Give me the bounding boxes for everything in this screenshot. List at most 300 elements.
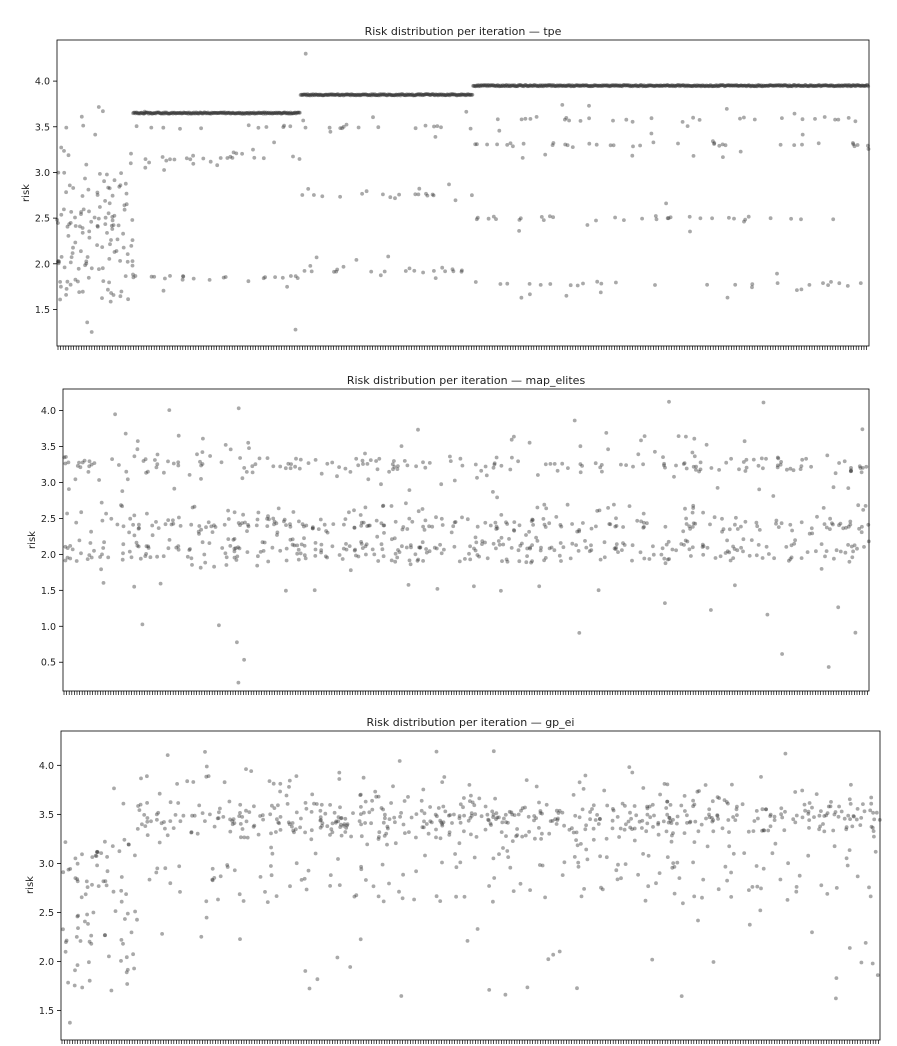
y-tick-label: 2.5 <box>34 213 50 225</box>
data-point <box>475 217 479 221</box>
data-point <box>441 805 445 809</box>
data-point <box>106 556 110 560</box>
scatter-points <box>62 400 870 685</box>
data-point <box>458 861 462 865</box>
data-point <box>110 457 114 461</box>
data-point <box>385 843 389 847</box>
data-point <box>109 291 113 295</box>
data-point <box>96 850 100 854</box>
data-point <box>810 526 814 530</box>
data-point <box>635 519 639 523</box>
data-point <box>130 555 134 559</box>
data-point <box>201 540 205 544</box>
data-point <box>297 520 301 524</box>
data-point <box>329 873 333 877</box>
data-point <box>795 814 799 818</box>
data-point <box>542 218 546 222</box>
data-point <box>621 802 625 806</box>
data-point <box>449 459 453 463</box>
data-point <box>773 818 777 822</box>
data-point <box>266 514 270 518</box>
data-point <box>304 557 308 561</box>
data-point <box>131 264 135 268</box>
data-point <box>767 552 771 556</box>
data-point <box>138 808 142 812</box>
data-point <box>869 802 873 806</box>
data-point <box>421 507 425 511</box>
data-point <box>191 162 195 166</box>
data-point <box>777 525 781 529</box>
data-point <box>242 658 246 662</box>
data-point <box>227 517 231 521</box>
data-point <box>573 419 577 423</box>
data-point <box>342 523 346 527</box>
data-point <box>869 895 873 899</box>
data-point <box>575 831 579 835</box>
data-point <box>663 466 667 470</box>
data-point <box>336 857 340 861</box>
data-point <box>565 294 569 298</box>
data-point <box>133 454 137 458</box>
data-point <box>271 546 275 550</box>
data-point <box>90 266 94 270</box>
data-point <box>80 852 84 856</box>
data-point <box>860 525 864 529</box>
data-point <box>492 749 496 753</box>
data-point <box>548 282 552 286</box>
data-point <box>362 776 366 780</box>
data-point <box>102 581 106 585</box>
data-point <box>319 809 323 813</box>
data-point <box>435 894 439 898</box>
data-point <box>848 560 852 564</box>
data-point <box>285 559 289 563</box>
data-point <box>80 115 84 119</box>
data-point <box>630 154 634 158</box>
data-point <box>199 528 203 532</box>
data-point <box>861 508 865 512</box>
data-point <box>177 864 181 868</box>
data-point <box>594 461 598 465</box>
data-point <box>73 984 77 988</box>
y-tick-label: 0.5 <box>40 657 56 669</box>
data-point <box>168 819 172 823</box>
data-point <box>279 815 283 819</box>
data-point <box>103 222 107 226</box>
data-point <box>484 828 488 832</box>
data-point <box>359 867 363 871</box>
data-point <box>605 837 609 841</box>
data-point <box>367 524 371 528</box>
data-point <box>717 887 721 891</box>
data-point <box>641 526 645 530</box>
data-point <box>255 524 259 528</box>
data-point <box>188 547 192 551</box>
data-point <box>554 515 558 519</box>
data-point <box>212 565 216 569</box>
data-point <box>650 958 654 962</box>
data-point <box>369 270 373 274</box>
data-point <box>462 796 466 800</box>
data-point <box>491 815 495 819</box>
data-point <box>155 818 159 822</box>
data-point <box>560 462 564 466</box>
data-point <box>302 536 306 540</box>
data-point <box>121 542 125 546</box>
data-point <box>837 281 841 285</box>
data-point <box>686 540 690 544</box>
data-point <box>440 551 444 555</box>
data-point <box>433 546 437 550</box>
data-point <box>232 151 236 155</box>
data-point <box>550 546 554 550</box>
data-point <box>238 523 242 527</box>
data-point <box>710 820 714 824</box>
data-point <box>748 554 752 558</box>
data-point <box>624 862 628 866</box>
data-point <box>214 525 218 529</box>
data-point <box>372 884 376 888</box>
data-point <box>650 132 654 136</box>
data-point <box>555 822 559 826</box>
data-point <box>375 535 379 539</box>
data-point <box>240 152 244 156</box>
data-point <box>455 865 459 869</box>
data-point <box>96 225 100 229</box>
data-point <box>479 469 483 473</box>
data-point <box>122 246 126 250</box>
data-point <box>69 261 73 265</box>
data-point <box>158 841 162 845</box>
data-point <box>846 486 850 490</box>
data-point <box>323 812 327 816</box>
data-point <box>99 851 103 855</box>
data-point <box>508 810 512 814</box>
data-point <box>409 543 413 547</box>
data-point <box>497 852 501 856</box>
data-point <box>126 912 130 916</box>
data-point <box>356 463 360 467</box>
data-point <box>769 824 773 828</box>
data-point <box>312 193 316 197</box>
data-point <box>237 406 241 410</box>
data-point <box>66 981 70 985</box>
data-point <box>779 806 783 810</box>
data-point <box>517 559 521 563</box>
data-point <box>284 466 288 470</box>
data-point <box>559 541 563 545</box>
data-point <box>136 439 140 443</box>
data-point <box>452 269 456 273</box>
data-point <box>124 274 128 278</box>
data-point <box>299 458 303 462</box>
data-point <box>88 459 92 463</box>
data-point <box>688 215 692 219</box>
data-point <box>87 960 91 964</box>
data-point <box>219 156 223 160</box>
data-point <box>64 940 68 944</box>
data-point <box>137 523 141 527</box>
data-point <box>527 530 531 534</box>
data-point <box>204 525 208 529</box>
data-point <box>521 156 525 160</box>
data-point <box>549 819 553 823</box>
data-point <box>657 833 661 837</box>
data-point <box>64 545 68 549</box>
data-point <box>182 814 186 818</box>
data-point <box>517 548 521 552</box>
data-point <box>504 834 508 838</box>
data-point <box>178 890 182 894</box>
data-point <box>84 163 88 167</box>
data-point <box>776 466 780 470</box>
data-point <box>301 119 305 123</box>
data-point <box>417 193 421 197</box>
data-point <box>825 892 829 896</box>
data-point <box>539 837 543 841</box>
data-point <box>681 901 685 905</box>
data-point <box>578 815 582 819</box>
data-point <box>843 459 847 463</box>
data-point <box>724 461 728 465</box>
data-point <box>466 939 470 943</box>
data-point <box>151 533 155 537</box>
data-point <box>401 896 405 900</box>
data-point <box>760 457 764 461</box>
data-point <box>475 835 479 839</box>
data-point <box>319 518 323 522</box>
data-point <box>475 476 479 480</box>
data-point <box>664 525 668 529</box>
data-point <box>543 153 547 157</box>
data-point <box>383 813 387 817</box>
data-point <box>806 550 810 554</box>
data-point <box>599 886 603 890</box>
data-point <box>717 468 721 472</box>
data-point <box>421 525 425 529</box>
data-point <box>149 126 153 130</box>
data-point <box>154 871 158 875</box>
data-point <box>612 503 616 507</box>
data-point <box>834 997 838 1001</box>
data-point <box>725 539 729 543</box>
data-point <box>623 828 627 832</box>
data-point <box>458 841 462 845</box>
data-point <box>586 858 590 862</box>
data-point <box>815 792 819 796</box>
data-point <box>361 462 365 466</box>
data-point <box>61 870 65 874</box>
data-point <box>544 507 548 511</box>
data-point <box>367 810 371 814</box>
data-point <box>245 470 249 474</box>
data-point <box>474 280 478 284</box>
data-point <box>255 564 259 568</box>
data-point <box>62 149 66 153</box>
data-point <box>208 278 212 282</box>
data-point <box>366 477 370 481</box>
data-point <box>86 885 90 889</box>
data-point <box>636 873 640 877</box>
data-point <box>65 512 69 516</box>
data-point <box>595 280 599 284</box>
data-point <box>520 542 524 546</box>
data-point <box>582 887 586 891</box>
data-point <box>528 282 532 286</box>
data-point <box>733 283 737 287</box>
data-point <box>691 511 695 515</box>
data-point <box>299 817 303 821</box>
data-point <box>335 474 339 478</box>
data-point <box>315 802 319 806</box>
data-point <box>509 141 513 145</box>
data-point <box>121 551 125 555</box>
data-point <box>71 186 75 190</box>
data-point <box>107 257 111 261</box>
data-point <box>416 428 420 432</box>
data-point <box>671 861 675 865</box>
data-point <box>177 434 181 438</box>
data-point <box>590 527 594 531</box>
data-point <box>421 788 425 792</box>
data-point <box>412 898 416 902</box>
data-point <box>837 815 841 819</box>
data-point <box>320 824 324 828</box>
data-point <box>541 864 545 868</box>
data-point <box>75 559 79 563</box>
data-point <box>790 556 794 560</box>
data-point <box>144 157 148 161</box>
data-point <box>830 521 834 525</box>
data-point <box>499 589 503 593</box>
data-point <box>163 277 167 281</box>
data-point <box>86 255 90 259</box>
data-point <box>739 525 743 529</box>
data-point <box>782 828 786 832</box>
data-point <box>600 463 604 467</box>
data-point <box>712 960 716 964</box>
data-point <box>93 216 97 220</box>
data-point <box>320 194 324 198</box>
data-point <box>466 517 470 521</box>
data-point <box>453 852 457 856</box>
y-tick-label: 3.5 <box>34 122 50 134</box>
data-point <box>814 549 818 553</box>
data-point <box>580 464 584 468</box>
data-point <box>314 458 318 462</box>
data-point <box>123 917 127 921</box>
data-point <box>120 489 124 493</box>
data-point <box>156 453 160 457</box>
data-point <box>665 543 669 547</box>
data-point <box>494 217 498 221</box>
data-point <box>207 774 211 778</box>
data-point <box>103 199 107 203</box>
data-point <box>331 830 335 834</box>
data-point <box>381 504 385 508</box>
data-point <box>421 559 425 563</box>
data-point <box>197 804 201 808</box>
data-point <box>440 780 444 784</box>
data-point <box>199 126 203 130</box>
data-point <box>615 542 619 546</box>
data-point <box>469 794 473 798</box>
data-point <box>789 217 793 221</box>
data-point <box>876 973 880 977</box>
data-point <box>569 283 573 287</box>
data-point <box>760 829 764 833</box>
data-point <box>333 811 337 815</box>
data-point <box>106 869 110 873</box>
data-point <box>804 457 808 461</box>
data-point <box>89 934 93 938</box>
data-point <box>595 813 599 817</box>
data-point <box>224 443 228 447</box>
data-point <box>391 467 395 471</box>
data-point <box>311 525 315 529</box>
data-point <box>76 926 80 930</box>
data-point <box>77 290 81 294</box>
data-point <box>133 910 137 914</box>
data-point <box>439 821 443 825</box>
data-point <box>87 464 91 468</box>
data-point <box>373 790 377 794</box>
data-point <box>278 465 282 469</box>
y-tick-label: 2.5 <box>40 513 56 525</box>
data-point <box>795 885 799 889</box>
data-point <box>202 553 206 557</box>
data-point <box>412 269 416 273</box>
data-point <box>700 896 704 900</box>
data-point <box>584 848 588 852</box>
data-point <box>107 955 111 959</box>
data-point <box>646 807 650 811</box>
data-point <box>544 556 548 560</box>
data-point <box>101 546 105 550</box>
data-point <box>425 822 429 826</box>
data-point <box>493 797 497 801</box>
data-point <box>201 157 205 161</box>
data-point <box>81 290 85 294</box>
data-point <box>562 545 566 549</box>
data-point <box>408 488 412 492</box>
data-point <box>704 817 708 821</box>
data-point <box>779 812 783 816</box>
data-point <box>459 821 463 825</box>
data-point <box>669 803 673 807</box>
data-point <box>761 466 765 470</box>
data-point <box>540 832 544 836</box>
data-point <box>63 266 67 270</box>
data-point <box>291 829 295 833</box>
data-point <box>571 145 575 149</box>
data-point <box>120 938 124 942</box>
data-point <box>809 465 813 469</box>
data-point <box>696 790 700 794</box>
data-point <box>652 553 656 557</box>
data-point <box>256 518 260 522</box>
data-point <box>374 459 378 463</box>
data-point <box>510 438 514 442</box>
data-point <box>834 471 838 475</box>
data-point <box>459 802 463 806</box>
data-point <box>108 242 112 246</box>
data-point <box>519 216 523 220</box>
data-point <box>124 892 128 896</box>
data-point <box>638 144 642 148</box>
data-point <box>528 292 532 296</box>
data-point <box>181 278 185 282</box>
